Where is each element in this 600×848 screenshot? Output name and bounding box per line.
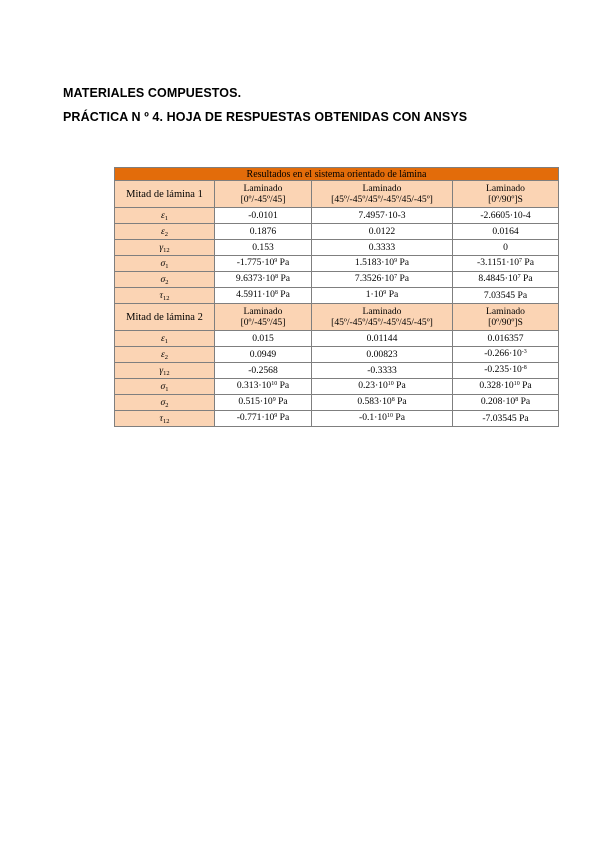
row-symbol-letter: ε [160, 226, 165, 237]
row-symbol-letter: σ [160, 274, 166, 285]
value-mantissa: 0.0949 [249, 349, 277, 360]
value-mantissa: -1.775·10 [236, 257, 275, 268]
column-header-line1: Laminado [362, 306, 402, 317]
column-header-line1: Laminado [362, 183, 402, 194]
value-mantissa: 0.016357 [487, 333, 524, 344]
table-row [115, 331, 559, 347]
value-cell [215, 224, 312, 240]
row-symbol-subscript: 2 [165, 279, 169, 286]
value-unit: Pa [519, 380, 532, 391]
column-header-line2: [45º/-45º/45º/-45º/45/-45º] [331, 194, 433, 205]
value-cell [312, 224, 453, 240]
value-exponent: 8 [515, 397, 519, 403]
section-header-row [115, 304, 559, 331]
value-exponent: 10 [271, 381, 278, 387]
row-symbol-subscript: 12 [162, 295, 170, 302]
value-cell [312, 363, 453, 379]
value-mantissa: 9.6373·10 [235, 273, 276, 284]
row-symbol-letter: ε [160, 333, 165, 344]
column-header-line2: [0º/-45º/45] [240, 317, 286, 328]
value-cell [215, 272, 312, 288]
row-symbol-subscript: 2 [164, 354, 169, 361]
value-cell [215, 363, 312, 379]
value-cell [312, 288, 453, 304]
row-symbol-subscript: 1 [164, 338, 169, 345]
row-symbol-letter: ε [160, 210, 165, 221]
value-unit: Pa [277, 289, 290, 300]
row-symbol [115, 411, 215, 427]
table-row [115, 272, 559, 288]
row-symbol [115, 288, 215, 304]
value-mantissa: -0.0101 [248, 210, 278, 221]
row-symbol [115, 224, 215, 240]
value-mantissa: 0.153 [252, 242, 274, 253]
row-symbol [115, 240, 215, 256]
value-cell [453, 379, 559, 395]
column-header [453, 304, 559, 331]
value-cell [312, 379, 453, 395]
value-mantissa: -7.03545 Pa [482, 413, 529, 424]
row-symbol-subscript: 12 [162, 418, 170, 425]
value-exponent: 9 [274, 258, 278, 264]
value-cell [312, 256, 453, 272]
value-unit: Pa [393, 380, 406, 391]
value-unit: Pa [277, 380, 290, 391]
row-symbol-letter: σ [160, 258, 166, 269]
value-cell [453, 240, 559, 256]
table-row [115, 288, 559, 304]
value-cell [453, 331, 559, 347]
value-mantissa: 0.0164 [492, 226, 519, 237]
table-row [115, 240, 559, 256]
value-mantissa: 0.583·10 [357, 396, 392, 407]
value-mantissa: 7.3526·10 [354, 273, 395, 284]
value-cell [453, 411, 559, 427]
value-mantissa: -0.266·10 [484, 348, 522, 359]
section-header-row [115, 181, 559, 208]
value-mantissa: 0.313·10 [236, 380, 272, 391]
row-symbol-subscript: 12 [163, 247, 170, 254]
value-exponent: 7 [519, 258, 523, 264]
value-exponent: 8 [274, 290, 278, 296]
value-unit: Pa [275, 396, 288, 407]
column-header-line2: [0º/90º]S [488, 194, 523, 205]
column-header [312, 181, 453, 208]
column-header-line1: Laminado [486, 183, 525, 194]
value-cell [453, 224, 559, 240]
value-mantissa: 1.5183·10 [354, 257, 395, 268]
value-unit: Pa [394, 396, 407, 407]
value-cell [453, 208, 559, 224]
row-symbol [115, 379, 215, 395]
row-symbol [115, 363, 215, 379]
row-symbol [115, 331, 215, 347]
value-unit: Pa [520, 273, 533, 284]
value-mantissa: 8.4845·10 [478, 273, 518, 284]
value-exponent: -3 [521, 349, 527, 355]
value-unit: Pa [386, 289, 399, 300]
value-unit: Pa [277, 412, 290, 423]
value-cell [312, 272, 453, 288]
value-mantissa: -0.771·10 [236, 412, 275, 423]
value-mantissa: 1·10 [365, 289, 384, 300]
row-symbol [115, 347, 215, 363]
table-band-title: Resultados en el sistema orientado de lámina [115, 168, 559, 181]
value-mantissa: 0.1876 [249, 226, 277, 237]
value-unit: Pa [522, 257, 535, 268]
value-mantissa: 0.3333 [368, 242, 396, 253]
value-cell [453, 347, 559, 363]
row-symbol-letter: σ [160, 397, 166, 408]
document-subtitle: PRÁCTICA N º 4. HOJA DE RESPUESTAS OBTENIDAS CON ANSYS [63, 110, 468, 124]
row-symbol [115, 208, 215, 224]
value-unit: Pa [397, 273, 410, 284]
value-mantissa: 7.03545 Pa [483, 290, 528, 301]
value-exponent: 9 [272, 397, 276, 403]
value-mantissa: -0.235·10 [484, 364, 522, 375]
table-row [115, 256, 559, 272]
value-mantissa: 0.015 [252, 333, 274, 344]
column-header-line2: [0º/90º]S [488, 317, 523, 328]
value-exponent: 10 [386, 413, 393, 419]
row-symbol [115, 256, 215, 272]
value-cell [312, 411, 453, 427]
column-header [215, 181, 312, 208]
value-mantissa: 0 [503, 242, 508, 253]
value-mantissa: -2.6605·10-4 [480, 210, 531, 221]
row-symbol-letter: γ [159, 242, 164, 253]
row-symbol-letter: σ [160, 381, 166, 392]
value-cell [215, 256, 312, 272]
table-row [115, 363, 559, 379]
value-mantissa: 0.0122 [368, 226, 396, 237]
value-exponent: 9 [394, 258, 398, 264]
value-cell [215, 395, 312, 411]
row-symbol-subscript: 1 [165, 386, 169, 393]
value-cell [215, 379, 312, 395]
value-unit: Pa [278, 273, 291, 284]
value-cell [215, 240, 312, 256]
section-label: Mitad de lámina 2 [115, 304, 215, 331]
value-cell [312, 208, 453, 224]
value-exponent: 8 [391, 397, 395, 403]
value-mantissa: 0.00823 [366, 349, 398, 360]
value-cell [215, 208, 312, 224]
value-cell [215, 331, 312, 347]
value-mantissa: 0.515·10 [238, 396, 273, 407]
value-exponent: 8 [275, 274, 279, 280]
column-header-line1: Laminado [243, 306, 283, 317]
value-cell [312, 395, 453, 411]
row-symbol-subscript: 1 [164, 215, 169, 222]
row-symbol-letter: γ [159, 365, 164, 376]
value-cell [215, 288, 312, 304]
row-symbol [115, 395, 215, 411]
row-symbol [115, 272, 215, 288]
table-row [115, 347, 559, 363]
value-exponent: -8 [521, 365, 527, 371]
value-mantissa: 7.4957·10-3 [358, 210, 406, 221]
value-exponent: 10 [513, 381, 520, 387]
value-unit: Pa [518, 396, 531, 407]
row-symbol-subscript: 12 [163, 370, 170, 377]
value-unit: Pa [392, 412, 405, 423]
value-cell [215, 411, 312, 427]
value-mantissa: -0.1·10 [359, 412, 387, 423]
value-cell [453, 363, 559, 379]
value-exponent: 7 [517, 274, 521, 280]
value-unit: Pa [397, 257, 410, 268]
value-mantissa: -0.3333 [367, 365, 397, 376]
results-table [114, 167, 559, 427]
value-cell [453, 272, 559, 288]
section-label: Mitad de lámina 1 [115, 181, 215, 208]
column-header [453, 181, 559, 208]
value-mantissa: 4.5911·10 [236, 289, 275, 300]
value-mantissa: 0.208·10 [480, 396, 516, 407]
row-symbol-subscript: 2 [164, 231, 169, 238]
value-mantissa: 0.23·10 [358, 380, 388, 391]
value-cell [312, 347, 453, 363]
value-exponent: 9 [383, 290, 387, 296]
value-cell [312, 240, 453, 256]
value-cell [312, 331, 453, 347]
value-cell [215, 347, 312, 363]
row-symbol-subscript: 2 [165, 402, 169, 409]
row-symbol-letter: τ [159, 290, 163, 301]
column-header-line2: [0º/-45º/45] [240, 194, 286, 205]
value-mantissa: 0.01144 [366, 333, 398, 344]
value-cell [453, 256, 559, 272]
results-table-body [115, 168, 559, 427]
table-row [115, 379, 559, 395]
row-symbol-letter: τ [159, 413, 163, 424]
value-mantissa: -3.1151·10 [477, 257, 520, 268]
value-exponent: 10 [387, 381, 394, 387]
value-cell [453, 395, 559, 411]
value-mantissa: -0.2568 [248, 365, 278, 376]
value-unit: Pa [277, 257, 290, 268]
value-mantissa: 0.328·10 [479, 380, 514, 391]
row-symbol-subscript: 1 [165, 263, 169, 270]
row-symbol-letter: ε [160, 349, 165, 360]
table-row [115, 208, 559, 224]
document-title: MATERIALES COMPUESTOS. [63, 86, 242, 100]
value-exponent: 9 [274, 413, 278, 419]
value-exponent: 7 [394, 274, 398, 280]
value-cell [453, 288, 559, 304]
table-row [115, 411, 559, 427]
column-header-line1: Laminado [486, 306, 525, 317]
column-header-line2: [45º/-45º/45º/-45º/45/-45º] [331, 317, 433, 328]
column-header [215, 304, 312, 331]
table-row [115, 224, 559, 240]
column-header-line1: Laminado [243, 183, 283, 194]
column-header [312, 304, 453, 331]
table-row [115, 395, 559, 411]
